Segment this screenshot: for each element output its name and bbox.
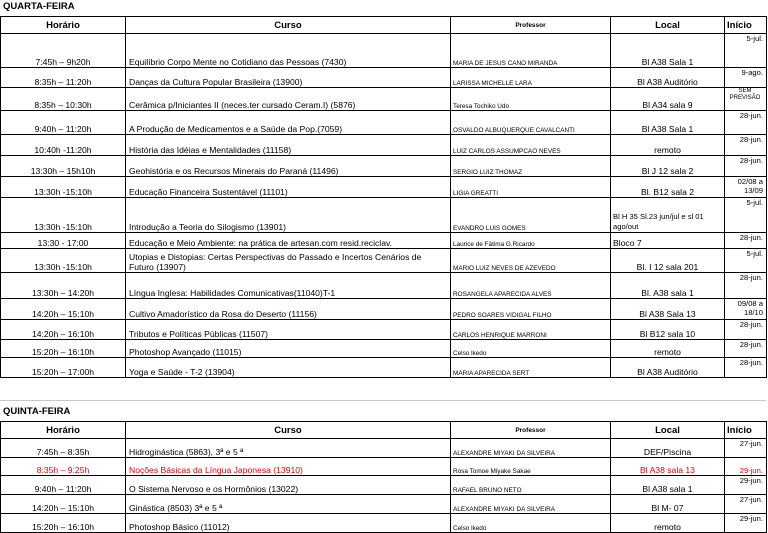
- cell-local: Bl A38 Sala 1: [611, 34, 725, 68]
- header-local: Local: [611, 17, 725, 34]
- cell-curso: Danças da Cultura Popular Brasileira (13900): [126, 68, 451, 88]
- cell-horario: 13:30h – 15h10h: [1, 156, 126, 177]
- table-row: [1, 249, 767, 273]
- cell-inicio: 28-jun.: [725, 233, 767, 249]
- table-row: [1, 34, 767, 68]
- cell-horario: 7:45h – 8:35h: [1, 439, 126, 458]
- cell-curso: A Produção de Medicamentos e a Saúde da Pop.(7059): [126, 111, 451, 135]
- cell-curso: Photoshop Básico (11012): [126, 514, 451, 533]
- cell-horario: 9:40h – 11:20h: [1, 111, 126, 135]
- table-row: [1, 495, 767, 514]
- cell-horario: 15:20h – 17:00h: [1, 358, 126, 378]
- cell-inicio: 28-jun.: [725, 156, 767, 177]
- table-row: [1, 198, 767, 233]
- cell-professor: Laurice de Fátima G.Ricardo: [451, 233, 611, 249]
- cell-horario: 8:35h – 9:25h: [1, 458, 126, 476]
- cell-local: remoto: [611, 514, 725, 533]
- table-row: [1, 135, 767, 156]
- cell-horario: 7:45h – 9h20h: [1, 34, 126, 68]
- cell-horario: 15:20h – 16:10h: [1, 340, 126, 358]
- header-inicio: Início: [725, 17, 767, 34]
- cell-professor: RAFAEL BRUNO NETO: [451, 476, 611, 495]
- cell-horario: 13:30h -15:10h: [1, 198, 126, 233]
- cell-professor: ALEXANDRE MIYAKI DA SILVEIRA: [451, 439, 611, 458]
- table-row: [1, 476, 767, 495]
- cell-curso: Cultivo Amadorístico da Rosa do Deserto (11156): [126, 299, 451, 320]
- cell-inicio: 28-jun.: [725, 358, 767, 378]
- table-row: [1, 340, 767, 358]
- cell-curso: Educação Financeira Sustentável (11101): [126, 177, 451, 198]
- cell-horario: 9:40h – 11:20h: [1, 476, 126, 495]
- cell-inicio: 02/08 a 13/09: [725, 177, 767, 198]
- cell-professor: PEDRO SOARES VIDIGAL FILHO: [451, 299, 611, 320]
- cell-horario: 8:35h – 11:20h: [1, 68, 126, 88]
- cell-curso: Noções Básicas da Língua Japonesa (13910): [126, 458, 451, 476]
- cell-local: Bl. B12 sala 2: [611, 177, 725, 198]
- header-horario: Horário: [1, 17, 126, 34]
- cell-horario: 8:35h – 10:30h: [1, 88, 126, 111]
- cell-curso: Educação e Meio Ambiente: na prática de artesan.com resid.reciclav.: [126, 233, 451, 249]
- cell-professor: Celso lkedo: [451, 514, 611, 533]
- empty-row-divider: [0, 400, 766, 401]
- cell-professor: LARISSA MICHELLE LARA: [451, 68, 611, 88]
- cell-local: DEF/Piscina: [611, 439, 725, 458]
- cell-inicio: 28-jun.: [725, 273, 767, 299]
- cell-professor: LUIZ CARLOS ASSUMPCAO NEVES: [451, 135, 611, 156]
- cell-professor: Teresa Tochiko Udo: [451, 88, 611, 111]
- cell-inicio: SEM PREVISÃO: [725, 88, 767, 111]
- cell-professor: MARIO LUIZ NEVES DE AZEVEDO: [451, 249, 611, 273]
- cell-inicio: 28-jun.: [725, 111, 767, 135]
- table-row: [1, 320, 767, 340]
- cell-inicio: 29-jun.: [725, 514, 767, 533]
- cell-horario: 13:30 - 17:00: [1, 233, 126, 249]
- cell-professor: MARIA DE JESUS CANO MIRANDA: [451, 34, 611, 68]
- cell-professor: LIGIA GREATTI: [451, 177, 611, 198]
- cell-inicio: 29-jun.: [725, 476, 767, 495]
- cell-curso: Equilíbrio Corpo Mente no Cotidiano das Pessoas (7430): [126, 34, 451, 68]
- cell-curso: Yoga e Saúde - T-2 (13904): [126, 358, 451, 378]
- cell-horario: 13:30h -15:10h: [1, 249, 126, 273]
- table-row: [1, 358, 767, 378]
- table-row: [1, 111, 767, 135]
- cell-inicio: 28-jun.: [725, 340, 767, 358]
- cell-professor: CARLOS HENRIQUE MARRONI: [451, 320, 611, 340]
- cell-local: remoto: [611, 135, 725, 156]
- table-row: [1, 156, 767, 177]
- cell-curso: Cerâmica p/Iniciantes II (neces.ter cursado Ceram.I) (5876): [126, 88, 451, 111]
- cell-inicio: 5-jul.: [725, 249, 767, 273]
- cell-local: Bl A38 sala 13: [611, 458, 725, 476]
- cell-curso: Photoshop Avançado (11015): [126, 340, 451, 358]
- section-title-quarta: QUARTA-FEIRA: [3, 1, 75, 12]
- cell-inicio: 29-jun.: [725, 458, 767, 476]
- cell-horario: 14:20h – 15:10h: [1, 495, 126, 514]
- header-curso: Curso: [126, 17, 451, 34]
- cell-local: Bl A38 Auditório: [611, 358, 725, 378]
- cell-curso: Tributos e Políticas Públicas (11507): [126, 320, 451, 340]
- header-local: Local: [611, 422, 725, 439]
- cell-professor: OSVALDO ALBUQUERQUE CAVALCANTI: [451, 111, 611, 135]
- table-header-row: [1, 17, 767, 34]
- table-row: [1, 68, 767, 88]
- cell-curso: História das Idéias e Mentalidades (11158): [126, 135, 451, 156]
- cell-local: Bloco 7: [611, 233, 725, 249]
- cell-professor: SERGIO LUIZ THOMAZ: [451, 156, 611, 177]
- cell-professor: EVANDRO LUIS GOMES: [451, 198, 611, 233]
- table-row: [1, 273, 767, 299]
- schedule-table-quarta: [0, 16, 767, 378]
- section-title-quinta: QUINTA-FEIRA: [3, 406, 71, 417]
- table-header-row: [1, 422, 767, 439]
- header-horario: Horário: [1, 422, 126, 439]
- cell-horario: 13:30h – 14:20h: [1, 273, 126, 299]
- cell-local: Bl A38 Sala 13: [611, 299, 725, 320]
- cell-professor: Rosa Tomoe Miyake Sakae: [451, 458, 611, 476]
- table-row: [1, 88, 767, 111]
- cell-curso: Introdução a Teoria do Silogismo (13901): [126, 198, 451, 233]
- cell-horario: 14:20h – 16:10h: [1, 320, 126, 340]
- cell-curso: Ginástica (8503) 3ª e 5 ª: [126, 495, 451, 514]
- table-row-highlighted: [1, 458, 767, 476]
- cell-local: Bl A38 Auditório: [611, 68, 725, 88]
- cell-local: Bl. A38 sala 1: [611, 273, 725, 299]
- cell-local: Bl. I 12 sala 201: [611, 249, 725, 273]
- header-inicio: Início: [725, 422, 767, 439]
- cell-local: Bl M- 07: [611, 495, 725, 514]
- table-row: [1, 514, 767, 533]
- header-curso: Curso: [126, 422, 451, 439]
- cell-professor: ROSANGELA APARECIDA ALVES: [451, 273, 611, 299]
- header-professor: Professor: [451, 422, 611, 439]
- cell-inicio: 9-ago.: [725, 68, 767, 88]
- header-professor: Professor: [451, 17, 611, 34]
- cell-inicio: 28-jun.: [725, 320, 767, 340]
- cell-inicio: 27-jun.: [725, 495, 767, 514]
- cell-professor: ALEXANDRE MIYAKI DA SILVEIRA: [451, 495, 611, 514]
- cell-horario: 10:40h -11:20h: [1, 135, 126, 156]
- cell-local: Bl A38 Sala 1: [611, 111, 725, 135]
- cell-inicio: 09/08 a 18/10: [725, 299, 767, 320]
- cell-inicio: 5-jul.: [725, 198, 767, 233]
- cell-local: Bl H 35 Sl.23 jun/jul e sl 01 ago/out: [611, 198, 725, 233]
- cell-curso: Hidroginástica (5863), 3ª e 5 ª: [126, 439, 451, 458]
- cell-professor: MARIA APARECIDA SERT: [451, 358, 611, 378]
- cell-curso: O Sistema Nervoso e os Hormônios (13022): [126, 476, 451, 495]
- cell-professor: Celso lkedo: [451, 340, 611, 358]
- cell-curso: Utopias e Distopias: Certas Perspectivas do Passado e Incertos Cenários de Futuro (13907): [126, 249, 451, 273]
- cell-inicio: 28-jun.: [725, 135, 767, 156]
- cell-inicio: 5-jul.: [725, 34, 767, 68]
- cell-local: Bl A38 sala 1: [611, 476, 725, 495]
- cell-local: Bl B12 sala 10: [611, 320, 725, 340]
- cell-horario: 13:30h -15:10h: [1, 177, 126, 198]
- cell-horario: 14:20h – 15:10h: [1, 299, 126, 320]
- cell-local: remoto: [611, 340, 725, 358]
- table-row: [1, 299, 767, 320]
- cell-local: Bl J 12 sala 2: [611, 156, 725, 177]
- table-row: [1, 233, 767, 249]
- cell-curso: Língua Inglesa: Habilidades Comunicativas(11040)T-1: [126, 273, 451, 299]
- cell-inicio: 27-jun.: [725, 439, 767, 458]
- schedule-table-quinta: [0, 421, 767, 533]
- cell-local: Bl A34 sala 9: [611, 88, 725, 111]
- cell-curso: Geohistória e os Recursos Minerais do Paraná (11496): [126, 156, 451, 177]
- table-row: [1, 439, 767, 458]
- table-row: [1, 177, 767, 198]
- cell-horario: 15:20h – 16:10h: [1, 514, 126, 533]
